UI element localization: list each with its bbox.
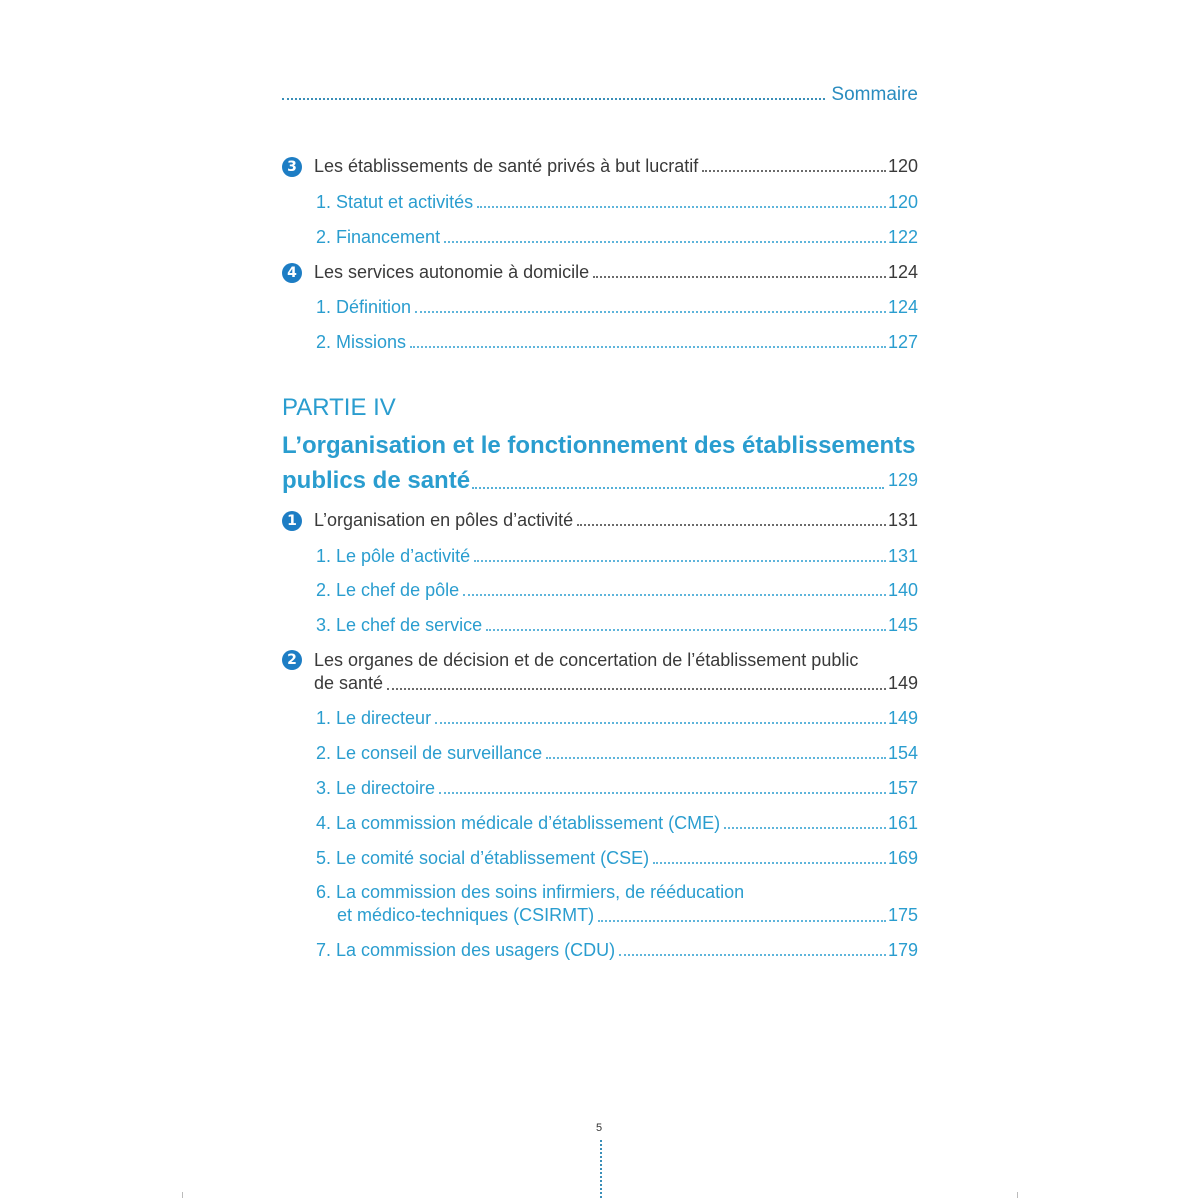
toc-page-number: 122: [887, 227, 918, 247]
crop-mark: [182, 1192, 183, 1198]
toc-page-number: 124: [887, 262, 918, 282]
number-badge-icon: 1: [282, 511, 302, 531]
dot-leader: [410, 346, 886, 348]
toc-item[interactable]: [316, 777, 918, 799]
part-title-line1: L’organisation et le fonctionnement des établissements: [282, 432, 916, 459]
toc-page-number: 149: [887, 673, 918, 693]
part-label: PARTIE IV: [282, 394, 396, 421]
toc-label: 1. Statut et activités: [316, 192, 474, 212]
toc-page-number: 131: [887, 546, 918, 566]
toc-page-number: 145: [887, 615, 918, 635]
toc-label: 3. Le chef de service: [316, 615, 483, 635]
toc-item[interactable]: [316, 296, 918, 318]
toc-label-line2: et médico-techniques (CSIRMT): [337, 905, 595, 925]
toc-label: Les services autonomie à domicile: [314, 262, 590, 282]
dot-leader: [439, 792, 886, 794]
dot-leader: [486, 629, 886, 631]
dot-leader: [477, 206, 886, 208]
toc-label-line1: Les organes de décision et de concertation de l’établissement public: [314, 650, 859, 670]
toc-label: 2. Le chef de pôle: [316, 580, 460, 600]
toc-page-number: 124: [887, 297, 918, 317]
toc-item[interactable]: [316, 939, 918, 961]
toc-item[interactable]: [316, 847, 918, 869]
toc-page-number: 157: [887, 778, 918, 798]
folio-page-number: 5: [596, 1122, 603, 1134]
toc-label: L’organisation en pôles d’activité: [314, 510, 574, 530]
dot-leader: [577, 524, 886, 526]
toc-page-number: 131: [887, 510, 918, 530]
toc-label: 2. Missions: [316, 332, 407, 352]
toc-section-2[interactable]: [282, 649, 918, 695]
toc-item[interactable]: [316, 742, 918, 764]
toc-label: 1. Le pôle d’activité: [316, 546, 471, 566]
toc-label: 1. Définition: [316, 297, 412, 317]
dot-leader: [444, 241, 886, 243]
dot-leader: [724, 827, 886, 829]
toc-page-number: 127: [887, 332, 918, 352]
number-badge-icon: 2: [282, 650, 302, 670]
toc-page-number: 161: [887, 813, 918, 833]
toc-page-number: 149: [887, 708, 918, 728]
part-title[interactable]: [282, 428, 918, 498]
toc-section-1[interactable]: [282, 509, 918, 531]
toc-item[interactable]: [316, 812, 918, 834]
footer-dotted-line: [600, 1140, 602, 1198]
toc-page-number: 140: [887, 580, 918, 600]
header-title: Sommaire: [831, 84, 918, 105]
toc-page-number: 169: [887, 848, 918, 868]
toc-item[interactable]: [316, 579, 918, 601]
toc-item[interactable]: [316, 331, 918, 353]
dot-leader: [463, 594, 886, 596]
toc-section-3[interactable]: [282, 155, 918, 177]
toc-page-number: 120: [887, 156, 918, 176]
toc-item[interactable]: [316, 545, 918, 567]
toc-label: 1. Le directeur: [316, 708, 432, 728]
toc-label: 2. Le conseil de surveillance: [316, 743, 543, 763]
toc-label: 4. La commission médicale d’établissement (CME): [316, 813, 721, 833]
dot-leader: [702, 170, 886, 172]
toc-label: 5. Le comité social d’établissement (CSE): [316, 848, 650, 868]
toc-label: 2. Financement: [316, 227, 441, 247]
dot-leader: [619, 954, 886, 956]
number-badge-icon: 4: [282, 263, 302, 283]
dot-leader: [415, 311, 886, 313]
toc-item[interactable]: [316, 881, 918, 927]
toc-section-4[interactable]: [282, 261, 918, 283]
dot-leader: [435, 722, 886, 724]
dot-leader: [474, 560, 886, 562]
toc-label-line1: 6. La commission des soins infirmiers, de rééducation: [316, 882, 745, 902]
crop-mark: [1017, 1192, 1018, 1198]
toc-label: Les établissements de santé privés à but lucratif: [314, 156, 699, 176]
toc-page-number: 120: [887, 192, 918, 212]
toc-page-number: 129: [887, 470, 918, 490]
toc-item[interactable]: [316, 707, 918, 729]
toc-page-number: 179: [887, 940, 918, 960]
number-badge-icon: 3: [282, 157, 302, 177]
toc-item[interactable]: [316, 614, 918, 636]
toc-item[interactable]: [316, 191, 918, 213]
toc-page: [282, 0, 918, 1200]
dot-leader: [653, 862, 886, 864]
dot-leader: [387, 688, 886, 690]
dot-leader: [598, 920, 886, 922]
dot-leader: [472, 487, 884, 489]
toc-label-line2: de santé: [314, 673, 384, 693]
dot-leader: [593, 276, 886, 278]
running-header: [282, 80, 918, 106]
part-title-line2: publics de santé: [282, 467, 471, 494]
toc-label: 3. Le directoire: [316, 778, 436, 798]
toc-label: 7. La commission des usagers (CDU): [316, 940, 616, 960]
toc-item[interactable]: [316, 226, 918, 248]
toc-page-number: 175: [887, 905, 918, 925]
dot-leader: [546, 757, 886, 759]
header-leader: [282, 98, 825, 100]
toc-page-number: 154: [887, 743, 918, 763]
